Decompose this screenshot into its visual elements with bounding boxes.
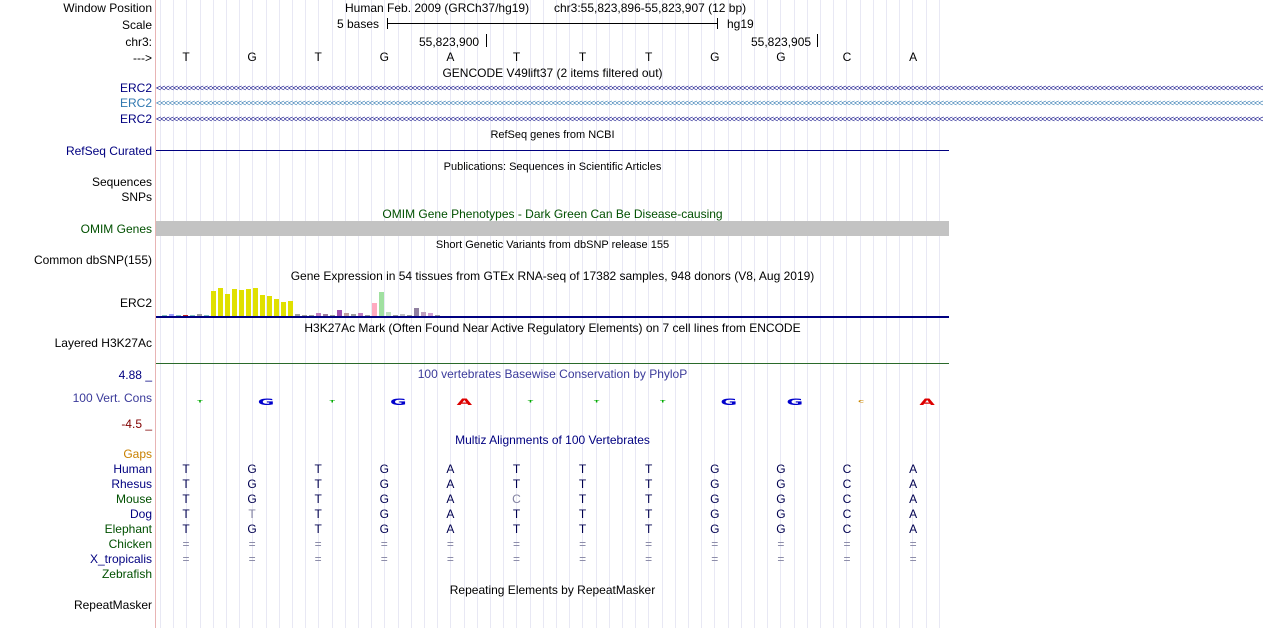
grid-line	[820, 0, 821, 628]
grid-line	[675, 0, 676, 628]
alignment-base: G	[379, 522, 389, 536]
gtex-tissue-bar[interactable]	[379, 292, 384, 316]
alignment-base: A	[909, 477, 918, 491]
alignment-base: C	[842, 477, 852, 491]
phylop-max-label: 4.88 _	[118, 368, 152, 382]
reference-base: T	[645, 50, 653, 64]
h3k27ac-title: H3K27Ac Mark (Often Found Near Active Regulatory Elements) on 7 cell lines from ENCODE	[304, 321, 801, 335]
coord-label-1: 55,823,900	[419, 35, 480, 49]
alignment-base: T	[512, 522, 521, 536]
alignment-base: T	[645, 462, 653, 476]
alignment-base: G	[710, 462, 720, 476]
reference-base: T	[182, 50, 190, 64]
gtex-baseline	[156, 316, 949, 318]
coord-tick-1	[486, 34, 487, 47]
grid-line	[926, 0, 927, 628]
phylop-logo-base: T	[197, 399, 203, 404]
alignment-base: G	[776, 477, 786, 491]
phylop-label[interactable]: 100 Vert. Cons	[72, 391, 152, 405]
grid-line	[530, 0, 531, 628]
gencode-transcript-1[interactable]: <<<<<<<<<<<<<<<<<<<<<<<<<<<<<<<<<<<<<<<<<<<<<<<<<<<<<<<<<<<<<<<<<<<<<<<<<<<<<<<<<<<<<<<<<<<<<<<<<<<<<<<<<<<<<<<<<<<<<<<<<<<<<<<<<<<<<<<<<<<<<<<<<<<<<<<<<<<<<<<<<<<<<<<<<<<<<<<<<<<<<<<<<<<<<<<<<<<<<<<<<<<<<<<<<<<<<<<<<<<<<<<<<<<<<<<<<<<<<<<<<<<<<<<<<<<<<<<<<<<<	[156, 83, 1263, 93]
alignment-base: G	[776, 522, 786, 536]
grid-line	[503, 0, 504, 628]
gtex-tissue-bar[interactable]	[211, 291, 216, 316]
alignment-base: T	[645, 507, 653, 521]
grid-line	[543, 0, 544, 628]
alignment-base: G	[710, 507, 720, 521]
gencode-item-3-label[interactable]: ERC2	[119, 112, 152, 126]
grid-line	[635, 0, 636, 628]
gtex-tissue-bar[interactable]	[281, 302, 286, 316]
alignment-base: T	[578, 477, 587, 491]
alignment-base: T	[645, 477, 653, 491]
coord-tick-2	[817, 34, 818, 47]
repeatmasker-title: Repeating Elements by RepeatMasker	[449, 583, 656, 597]
dbsnp-label[interactable]: Common dbSNP(155)	[33, 253, 152, 267]
scale-label: Scale	[121, 18, 152, 32]
grid-line	[464, 0, 465, 628]
phylop-logo-base: G	[786, 396, 804, 408]
window-position-label: Window Position	[63, 1, 152, 15]
alignment-base: A	[446, 492, 455, 506]
alignment-base: =	[512, 552, 520, 566]
publications-title: Publications: Sequences in Scientific Articles	[443, 161, 662, 173]
alignment-base: G	[247, 462, 257, 476]
gtex-tissue-bar[interactable]	[274, 299, 279, 316]
alignment-base: =	[579, 552, 587, 566]
alignment-base: =	[182, 537, 190, 551]
phylop-logo-base: C	[858, 399, 864, 404]
phylop-logo-base: G	[720, 396, 737, 408]
gtex-tissue-bar[interactable]	[232, 289, 237, 316]
alignment-base: T	[182, 507, 190, 521]
gtex-tissue-bar[interactable]	[267, 296, 272, 316]
alignment-base: =	[579, 537, 587, 551]
alignment-base: A	[909, 492, 918, 506]
gtex-label[interactable]: ERC2	[119, 296, 152, 310]
grid-line	[833, 0, 834, 628]
grid-line	[807, 0, 808, 628]
gtex-tissue-bar[interactable]	[372, 303, 377, 316]
alignment-base: T	[182, 522, 190, 536]
alignment-base: =	[645, 552, 653, 566]
gtex-tissue-bar[interactable]	[260, 295, 265, 316]
gtex-tissue-bar[interactable]	[218, 288, 223, 316]
species-label[interactable]: Mouse	[115, 492, 152, 506]
alignment-base: =	[446, 537, 454, 551]
gencode-transcript-2[interactable]: <<<<<<<<<<<<<<<<<<<<<<<<<<<<<<<<<<<<<<<<<<<<<<<<<<<<<<<<<<<<<<<<<<<<<<<<<<<<<<<<<<<<<<<<<<<<<<<<<<<<<<<<<<<<<<<<<<<<<<<<<<<<<<<<<<<<<<<<<<<<<<<<<<<<<<<<<<<<<<<<<<<<<<<<<<<<<<<<<<<<<<<<<<<<<<<<<<<<<<<<<<<<<<<<<<<<<<<<<<<<<<<<<<<<<<<<<<<<<<<<<<<<<<<<<<<<<<<<<<<<	[156, 98, 1263, 108]
track-divider-line	[155, 0, 156, 628]
refseq-label[interactable]: RefSeq Curated	[65, 144, 152, 158]
species-label[interactable]: Human	[113, 462, 152, 476]
alignment-base: T	[314, 507, 322, 521]
alignment-base: T	[182, 477, 190, 491]
alignment-base: T	[645, 522, 653, 536]
multiz-title: Multiz Alignments of 100 Vertebrates	[455, 433, 650, 447]
reference-base: T	[578, 50, 587, 64]
species-label[interactable]: Chicken	[108, 537, 152, 551]
alignment-base: G	[247, 477, 257, 491]
gencode-item-1-label[interactable]: ERC2	[119, 81, 152, 95]
alignment-base: T	[314, 522, 322, 536]
alignment-base: G	[379, 477, 389, 491]
phylop-logo-base: T	[659, 399, 666, 404]
refseq-gene-line[interactable]	[156, 150, 949, 151]
reference-base: G	[710, 50, 720, 64]
alignment-base: T	[182, 462, 190, 476]
grid-line	[873, 0, 874, 628]
reference-base: G	[379, 50, 389, 64]
alignment-base: =	[645, 537, 653, 551]
alignment-base: A	[446, 507, 455, 521]
gencode-item-2-label[interactable]: ERC2	[119, 96, 152, 110]
grid-line	[754, 0, 755, 628]
alignment-base: C	[842, 507, 852, 521]
alignment-base: A	[446, 522, 455, 536]
alignment-base: C	[512, 492, 521, 506]
reference-base: T	[512, 50, 521, 64]
phylop-title: 100 vertebrates Basewise Conservation by PhyloP	[417, 367, 688, 381]
reference-base: G	[776, 50, 786, 64]
grid-line	[688, 0, 689, 628]
phylop-logo-base: G	[390, 396, 407, 408]
grid-line	[332, 0, 333, 628]
phylop-logo-base: T	[329, 399, 335, 404]
alignment-base: T	[578, 522, 587, 536]
alignment-base: G	[776, 462, 786, 476]
phylop-logo-base: T	[527, 399, 534, 404]
gtex-tissue-bar[interactable]	[414, 308, 419, 316]
alignment-base: G	[776, 507, 786, 521]
reference-base: G	[247, 50, 257, 64]
grid-line	[398, 0, 399, 628]
grid-line	[160, 0, 161, 628]
grid-line	[556, 0, 557, 628]
alignment-base: G	[247, 522, 257, 536]
repeatmasker-label[interactable]: RepeatMasker	[73, 598, 152, 612]
gencode-transcript-3[interactable]: <<<<<<<<<<<<<<<<<<<<<<<<<<<<<<<<<<<<<<<<<<<<<<<<<<<<<<<<<<<<<<<<<<<<<<<<<<<<<<<<<<<<<<<<<<<<<<<<<<<<<<<<<<<<<<<<<<<<<<<<<<<<<<<<<<<<<<<<<<<<<<<<<<<<<<<<<<<<<<<<<<<<<<<<<<<<<<<<<<<<<<<<<<<<<<<<<<<<<<<<<<<<<<<<<<<<<<<<<<<<<<<<<<<<<<<<<<<<<<<<<<<<<<<<<<<<<<<<<<<<	[156, 114, 1263, 124]
alignment-base: T	[182, 492, 190, 506]
alignment-base: C	[842, 462, 852, 476]
grid-line	[662, 0, 663, 628]
omim-title: OMIM Gene Phenotypes - Dark Green Can Be Disease-causing	[382, 207, 723, 221]
species-label[interactable]: Rhesus	[111, 477, 152, 491]
grid-line	[569, 0, 570, 628]
alignment-base: =	[777, 552, 785, 566]
grid-line	[860, 0, 861, 628]
alignment-base: G	[379, 462, 389, 476]
reference-base: A	[909, 50, 918, 64]
publications-snps-label[interactable]: SNPs	[121, 190, 152, 204]
alignment-base: T	[512, 477, 521, 491]
alignment-base: G	[710, 492, 720, 506]
reference-base: A	[446, 50, 455, 64]
alignment-base: =	[446, 552, 454, 566]
alignment-base: T	[578, 492, 587, 506]
reference-base: T	[314, 50, 322, 64]
grid-line	[490, 0, 491, 628]
alignment-base: G	[710, 477, 720, 491]
strand-arrow-label: --->	[133, 51, 152, 65]
coord-label-2: 55,823,905	[751, 35, 812, 49]
alignment-base: T	[314, 462, 322, 476]
alignment-base: T	[512, 507, 521, 521]
phylop-logo-base: G	[257, 396, 275, 408]
phylop-logo-base: T	[593, 399, 600, 404]
alignment-base: T	[248, 507, 256, 521]
grid-line	[794, 0, 795, 628]
grid-line	[886, 0, 887, 628]
species-label[interactable]: Zebrafish	[101, 567, 152, 581]
publications-sequences-label[interactable]: Sequences	[91, 175, 152, 189]
alignment-base: A	[909, 522, 918, 536]
gaps-label[interactable]: Gaps	[123, 447, 152, 461]
grid-line	[411, 0, 412, 628]
grid-line	[437, 0, 438, 628]
alignment-base: T	[645, 492, 653, 506]
alignment-base: =	[909, 537, 917, 551]
alignment-base: =	[711, 552, 719, 566]
omim-gene-bar[interactable]	[156, 221, 949, 236]
reference-base: C	[842, 50, 852, 64]
alignment-base: =	[512, 537, 520, 551]
db-text: hg19	[727, 17, 754, 31]
phylop-logo-base: A	[919, 396, 935, 408]
gtex-tissue-bar[interactable]	[246, 289, 251, 316]
dbsnp-title: Short Genetic Variants from dbSNP release 155	[435, 239, 670, 251]
alignment-base: G	[247, 492, 257, 506]
phylop-logo-base: A	[456, 396, 473, 408]
position-text[interactable]: chr3:55,823,896-55,823,907 (12 bp)	[554, 1, 747, 15]
grid-line	[477, 0, 478, 628]
species-label[interactable]: Dog	[129, 507, 152, 521]
alignment-base: =	[248, 537, 256, 551]
alignment-base: C	[842, 492, 852, 506]
grid-line	[279, 0, 280, 628]
alignment-base: =	[843, 552, 851, 566]
alignment-base: T	[578, 507, 587, 521]
alignment-base: =	[314, 537, 322, 551]
gencode-title: GENCODE V49lift37 (2 items filtered out)	[442, 66, 663, 80]
alignment-base: =	[314, 552, 322, 566]
grid-line	[609, 0, 610, 628]
scale-bar	[387, 23, 717, 24]
alignment-base: A	[909, 507, 918, 521]
alignment-base: G	[776, 492, 786, 506]
alignment-base: =	[380, 537, 388, 551]
alignment-base: =	[711, 537, 719, 551]
alignment-base: C	[842, 522, 852, 536]
species-label[interactable]: X_tropicalis	[89, 552, 152, 566]
refseq-title: RefSeq genes from NCBI	[490, 129, 615, 141]
gtex-title: Gene Expression in 54 tissues from GTEx RNA-seq of 17382 samples, 948 donors (V8, Aug 2019)	[290, 269, 815, 283]
alignment-base: =	[380, 552, 388, 566]
alignment-base: T	[314, 477, 322, 491]
omim-label[interactable]: OMIM Genes	[80, 222, 152, 236]
grid-line	[622, 0, 623, 628]
alignment-base: =	[182, 552, 190, 566]
alignment-base: A	[446, 477, 455, 491]
alignment-base: =	[909, 552, 917, 566]
alignment-base: A	[909, 462, 918, 476]
alignment-base: =	[777, 537, 785, 551]
alignment-base: =	[843, 537, 851, 551]
alignment-base: =	[248, 552, 256, 566]
grid-line	[701, 0, 702, 628]
scale-bar-left-tick	[387, 18, 388, 29]
gtex-tissue-bar[interactable]	[239, 290, 244, 316]
grid-line	[305, 0, 306, 628]
assembly-text: Human Feb. 2009 (GRCh37/hg19)	[345, 1, 530, 15]
alignment-base: T	[314, 492, 322, 506]
grid-line	[741, 0, 742, 628]
gtex-tissue-bar[interactable]	[225, 294, 230, 316]
h3k27ac-baseline	[156, 363, 949, 364]
scale-bar-right-tick	[717, 18, 718, 29]
gtex-tissue-bar[interactable]	[253, 288, 258, 316]
alignment-base: G	[379, 492, 389, 506]
phylop-min-label: -4.5 _	[121, 417, 152, 431]
alignment-base: G	[379, 507, 389, 521]
h3k27ac-label[interactable]: Layered H3K27Ac	[54, 336, 152, 350]
grid-line	[596, 0, 597, 628]
alignment-base: A	[446, 462, 455, 476]
gtex-tissue-bar[interactable]	[288, 301, 293, 316]
species-label[interactable]: Elephant	[104, 522, 152, 536]
alignment-base: T	[512, 462, 521, 476]
grid-line	[899, 0, 900, 628]
alignment-base: T	[578, 462, 587, 476]
scale-text: 5 bases	[337, 17, 380, 31]
grid-line	[767, 0, 768, 628]
grid-line	[728, 0, 729, 628]
grid-line	[939, 0, 940, 628]
alignment-base: G	[710, 522, 720, 536]
chr-label: chr3:	[125, 35, 152, 49]
